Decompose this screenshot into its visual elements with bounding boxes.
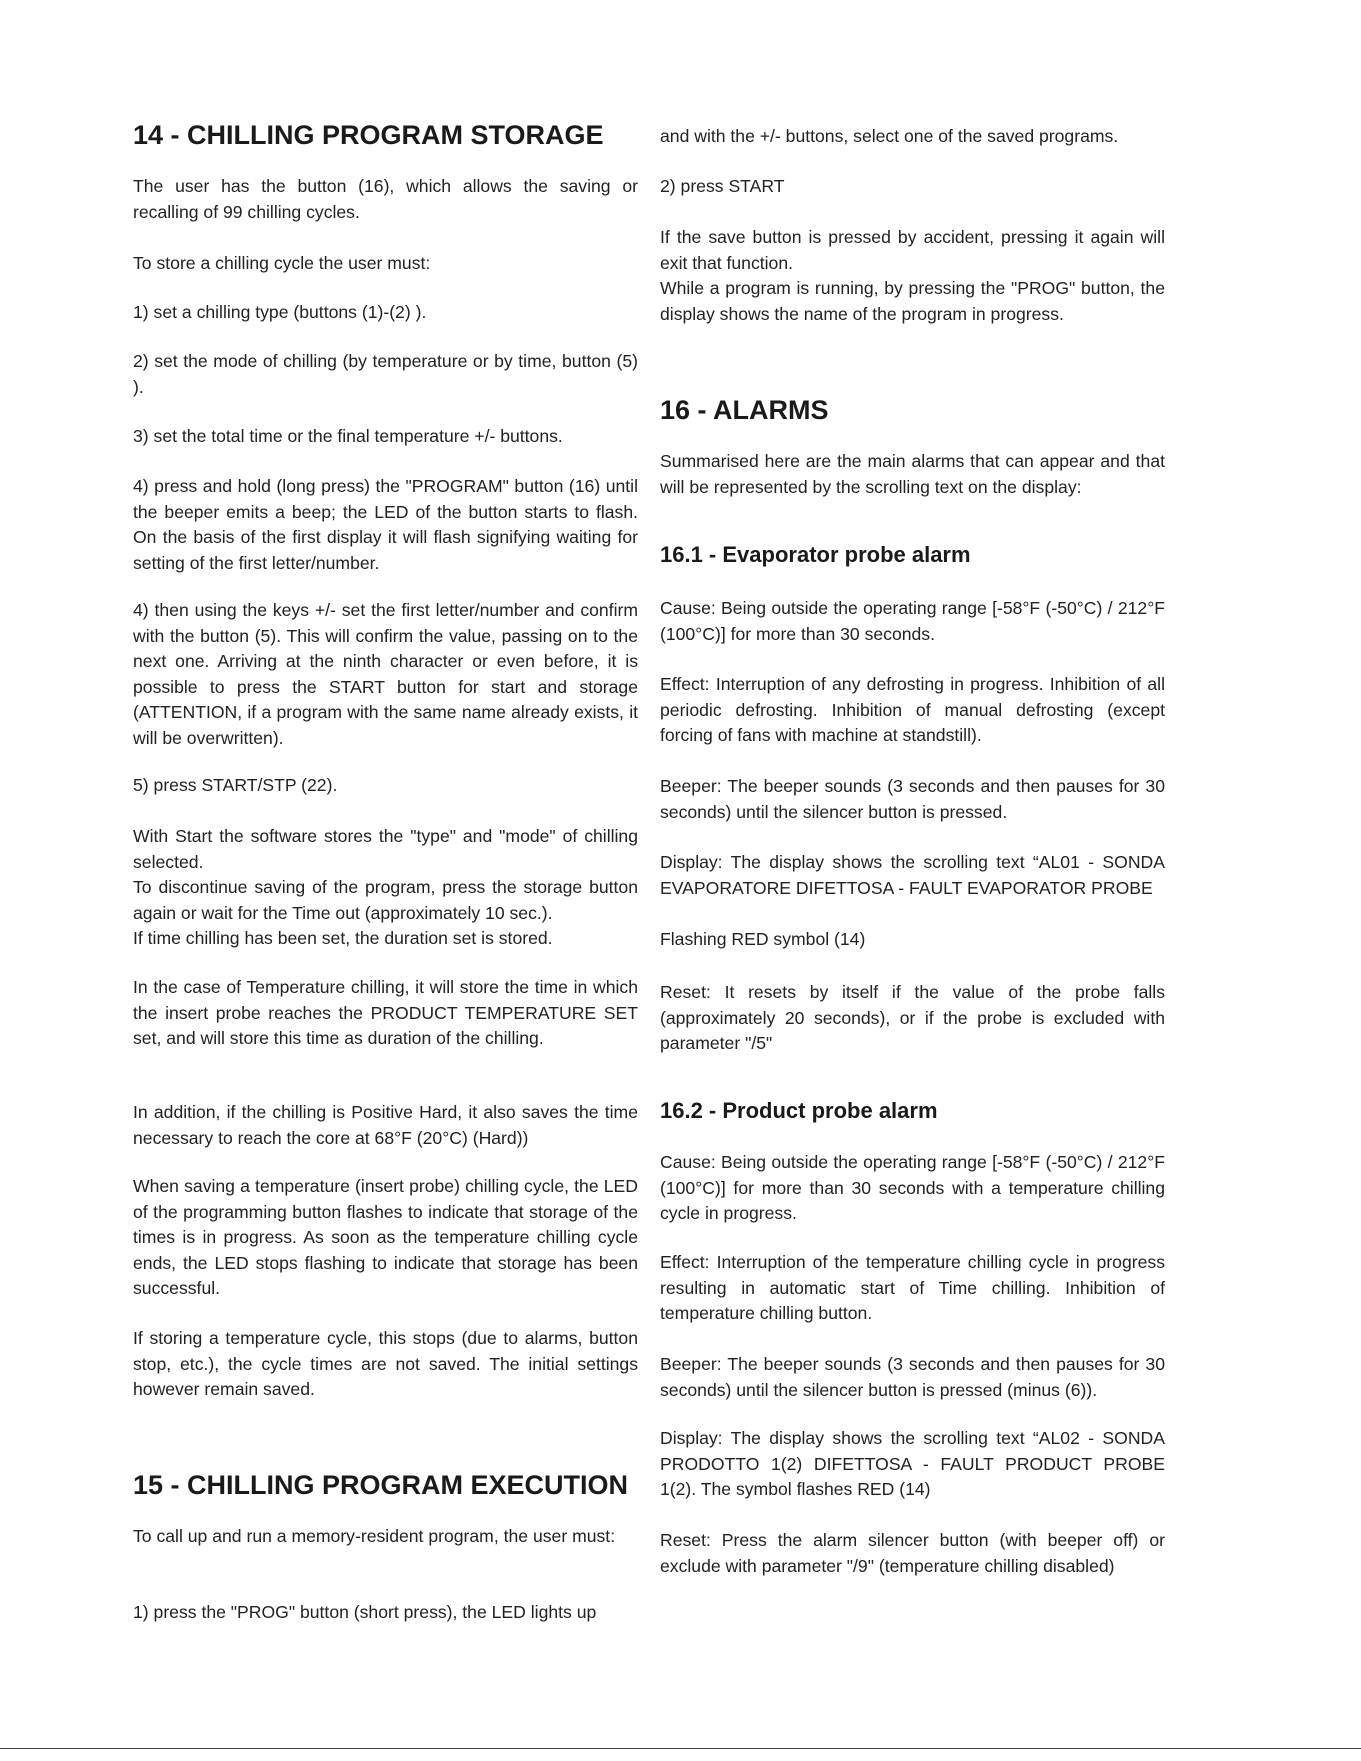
paragraph: Reset: It resets by itself if the value of the probe falls (approximately 20 seconds), or if the probe is excluded with parameter "/5" xyxy=(660,982,1165,1054)
paragraph: Flashing RED symbol (14) xyxy=(660,929,866,949)
paragraph: In addition, if the chilling is Positive Hard, it also saves the time necessary to reach the core at 68°F (20°C) (Hard)) xyxy=(133,1102,638,1148)
paragraph: When saving a temperature (insert probe) chilling cycle, the LED of the programming button flashes to indicate that storage of the times is in progress. As soon as the temperature chilling cycle ends, the LED stops flashing to indicate that storage has been successful. xyxy=(133,1176,638,1299)
paragraph: 4) then using the keys +/- set the first letter/number and confirm with the button (5). This will confirm the value, passing on to the next one. Arriving at the ninth character or even before, it is possible to press the START button for start and storage (ATTENTION, if a program with the same name already exists, it will be overwritten). xyxy=(133,600,638,748)
section-14-title: 14 - CHILLING PROGRAM STORAGE xyxy=(133,120,604,150)
paragraph: If time chilling has been set, the duration set is stored. xyxy=(133,928,553,948)
paragraph: The user has the button (16), which allows the saving or recalling of 99 chilling cycles. xyxy=(133,176,638,222)
paragraph: Beeper: The beeper sounds (3 seconds and then pauses for 30 seconds) until the silencer button is pressed (minus (6)). xyxy=(660,1354,1165,1400)
paragraph: 4) press and hold (long press) the "PROGRAM" button (16) until the beeper emits a beep; the LED of the button starts to flash. On the basis of the first display it will flash signifying waiting for setting of the first letter/number. xyxy=(133,476,638,573)
paragraph: Display: The display shows the scrolling text “AL02 - SONDA PRODOTTO 1(2) DIFETTOSA - FAULT PRODUCT PROBE 1(2). The symbol flashes RED (14) xyxy=(660,1428,1165,1500)
paragraph: 1) set a chilling type (buttons (1)-(2) ). xyxy=(133,302,427,322)
paragraph: and with the +/- buttons, select one of the saved programs. xyxy=(660,126,1119,146)
paragraph: While a program is running, by pressing the "PROG" button, the display shows the name of the program in progress. xyxy=(660,278,1165,324)
paragraph: To call up and run a memory-resident program, the user must: xyxy=(133,1526,616,1546)
paragraph: 1) press the "PROG" button (short press), the LED lights up xyxy=(133,1602,597,1622)
paragraph: Cause: Being outside the operating range [-58°F (-50°C) / 212°F (100°C)] for more than 30 seconds. xyxy=(660,598,1165,644)
subsection-16-2-title: 16.2 - Product probe alarm xyxy=(660,1098,938,1123)
paragraph: Beeper: The beeper sounds (3 seconds and then pauses for 30 seconds) until the silencer button is pressed. xyxy=(660,776,1165,822)
paragraph: Display: The display shows the scrolling text “AL01 - SONDA EVAPORATORE DIFETTOSA - FAULT EVAPORATOR PROBE xyxy=(660,852,1165,898)
paragraph: Reset: Press the alarm silencer button (with beeper off) or exclude with parameter "/9" (temperature chilling disabled) xyxy=(660,1530,1165,1576)
paragraph: Effect: Interruption of any defrosting in progress. Inhibition of all periodic defrosting. Inhibition of manual defrosting (except forcing of fans with machine at standstill). xyxy=(660,674,1165,746)
paragraph: 5) press START/STP (22). xyxy=(133,775,338,795)
paragraph: To store a chilling cycle the user must: xyxy=(133,253,431,273)
paragraph: Cause: Being outside the operating range [-58°F (-50°C) / 212°F (100°C)] for more than 30 seconds with a temperature chilling cycle in progress. xyxy=(660,1152,1165,1224)
paragraph: 3) set the total time or the final temperature +/- buttons. xyxy=(133,426,563,446)
section-15-title: 15 - CHILLING PROGRAM EXECUTION xyxy=(133,1470,629,1500)
footer-rule xyxy=(0,1748,1361,1749)
subsection-16-1-title: 16.1 - Evaporator probe alarm xyxy=(660,542,971,567)
paragraph: 2) press START xyxy=(660,176,785,196)
paragraph: If storing a temperature cycle, this stops (due to alarms, button stop, etc.), the cycle times are not saved. The initial settings however remain saved. xyxy=(133,1328,638,1400)
paragraph: In the case of Temperature chilling, it will store the time in which the insert probe reaches the PRODUCT TEMPERATURE SET set, and will store this time as duration of the chilling. xyxy=(133,977,638,1049)
paragraph: If the save button is pressed by accident, pressing it again will exit that function. xyxy=(660,227,1165,273)
paragraph: With Start the software stores the "type" and "mode" of chilling selected. xyxy=(133,826,638,872)
paragraph: To discontinue saving of the program, press the storage button again or wait for the Time out (approximately 10 sec.). xyxy=(133,877,638,923)
section-16-title: 16 - ALARMS xyxy=(660,395,829,425)
paragraph: 2) set the mode of chilling (by temperature or by time, button (5) ). xyxy=(133,351,638,397)
paragraph: Summarised here are the main alarms that can appear and that will be represented by the scrolling text on the display: xyxy=(660,451,1165,497)
paragraph: Effect: Interruption of the temperature chilling cycle in progress resulting in automatic start of Time chilling. Inhibition of temperature chilling button. xyxy=(660,1252,1165,1324)
